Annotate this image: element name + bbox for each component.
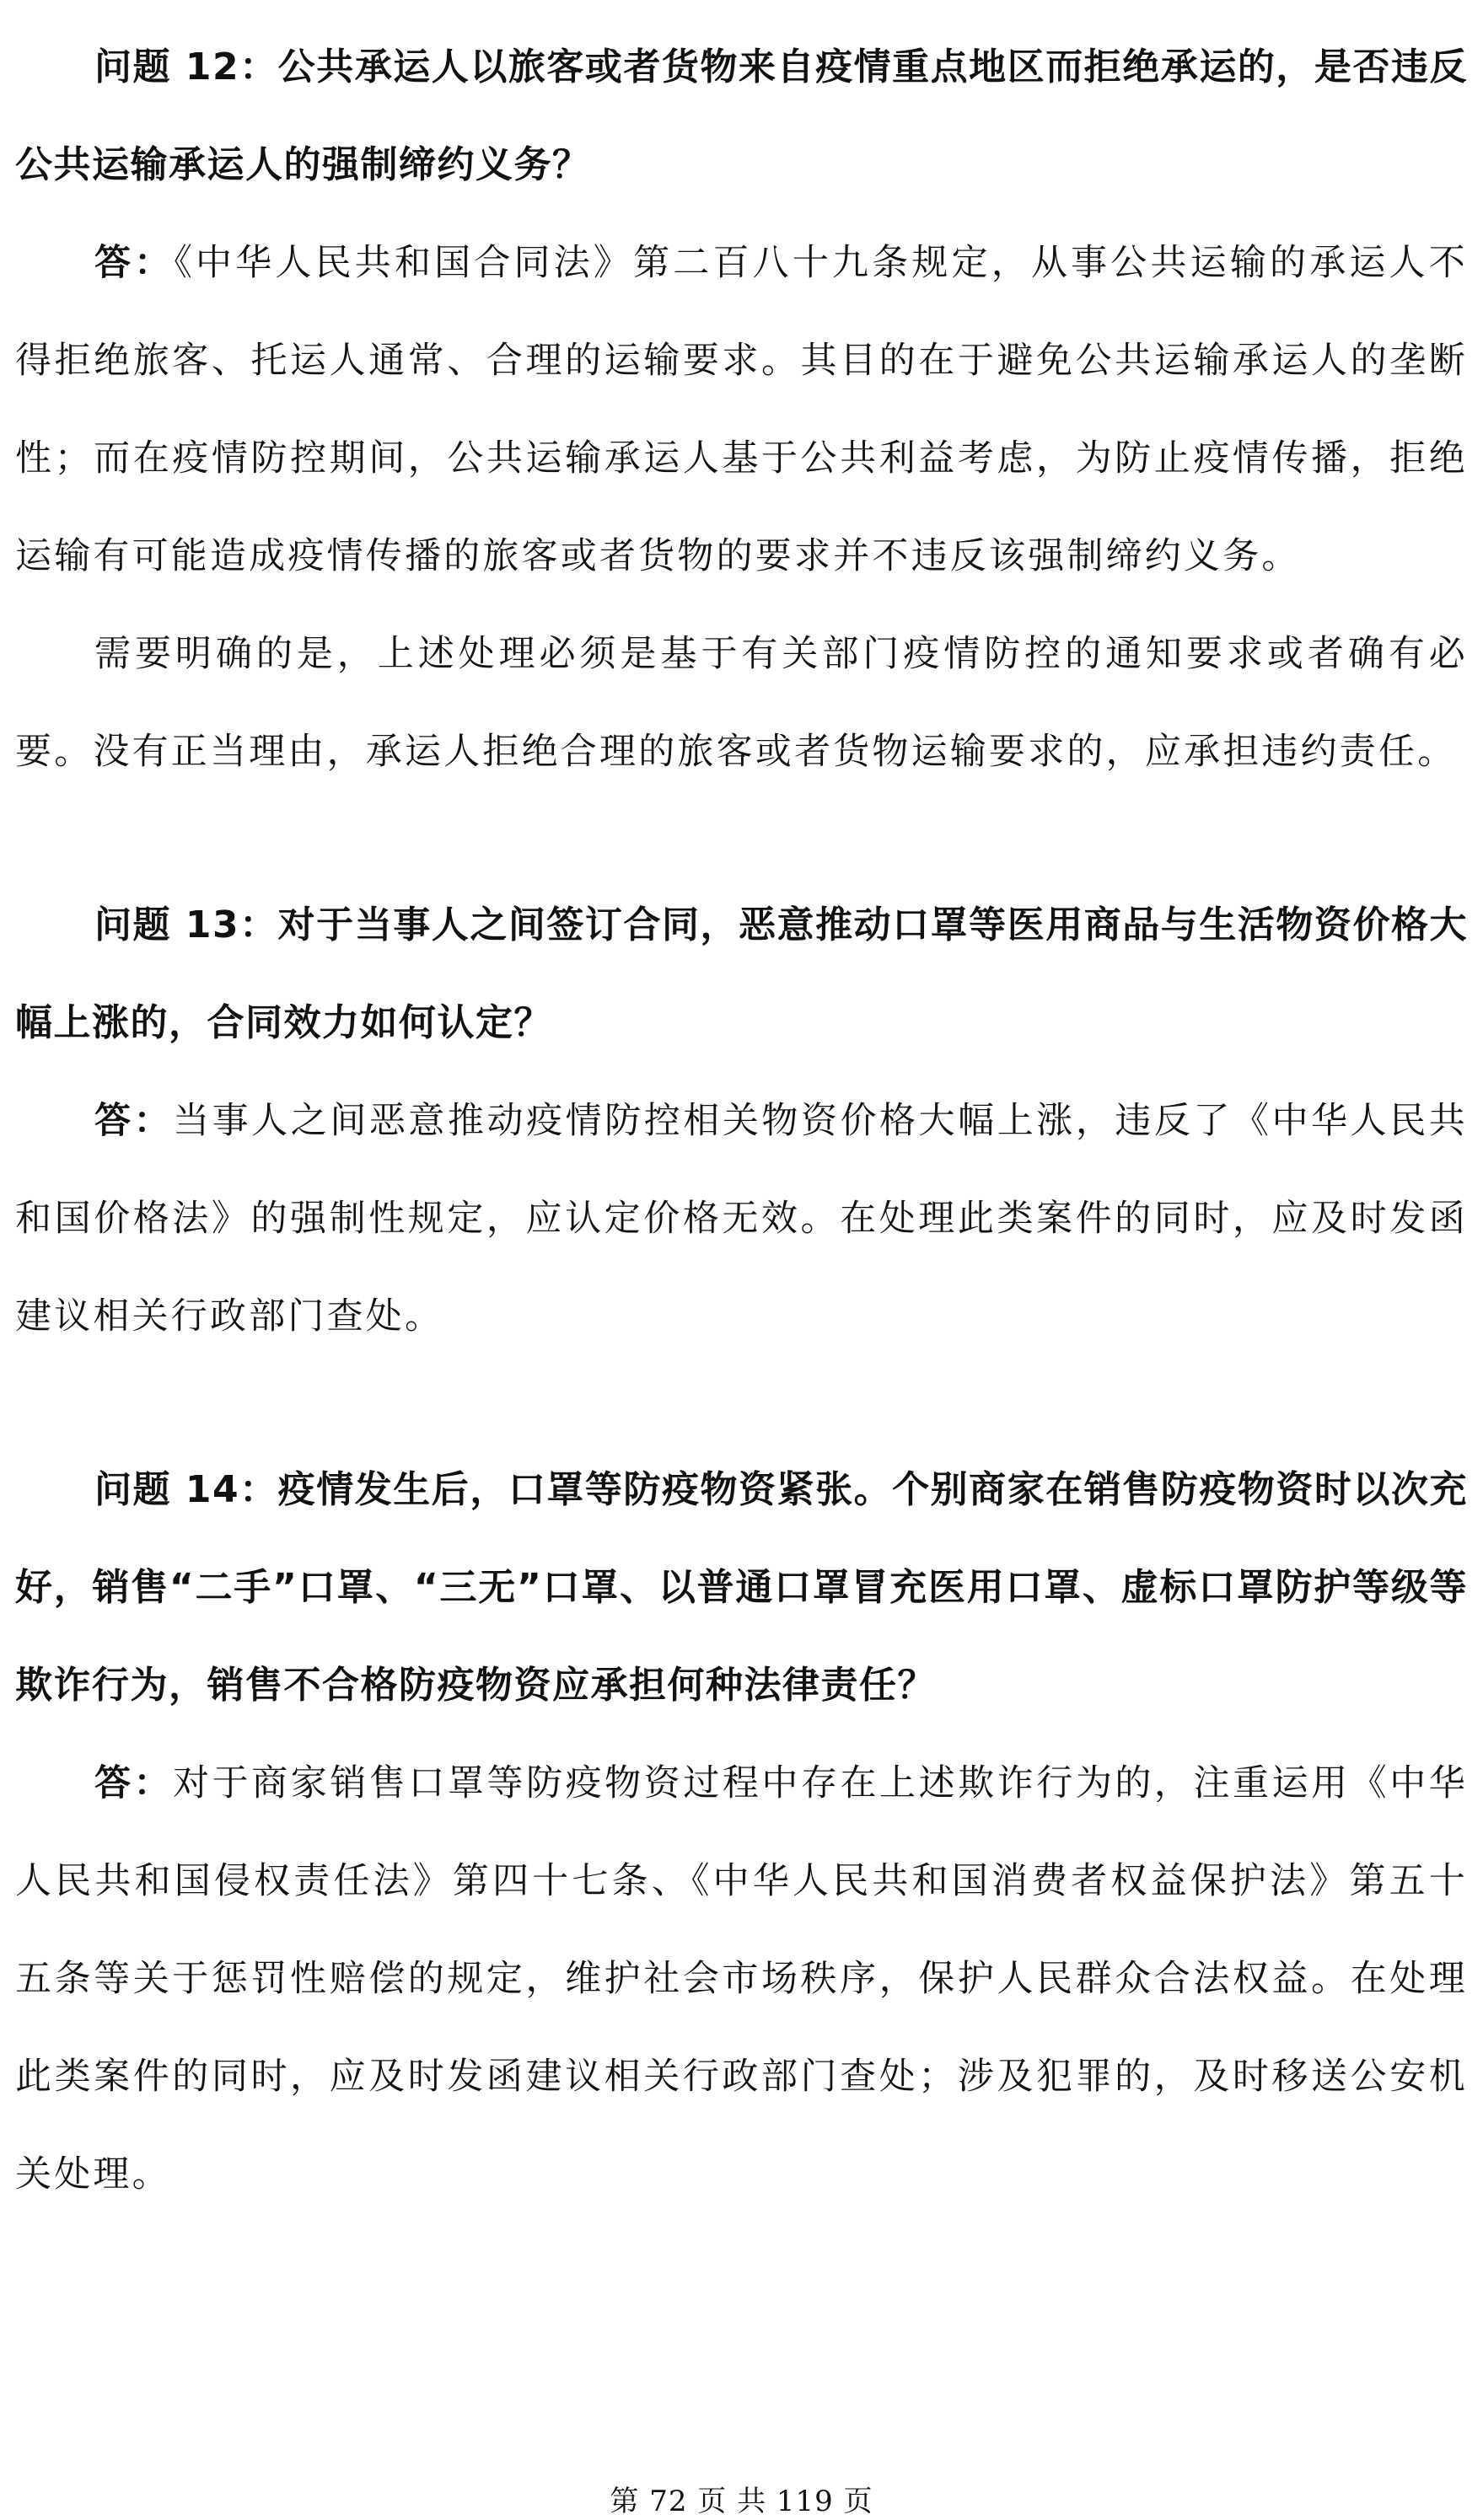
page-footer: 第 72 页 共 119 页 (610, 2485, 873, 2518)
answer-label: 答： (94, 1100, 174, 1142)
answer-paragraph (15, 1072, 1468, 1365)
answer-text: 《中华人民共和国合同法》第二百八十九条规定，从事公共运输的承运人不得拒绝旅客、托运人通常、合理的运输要求。其目的在于避免公共运输承运人的垄断性；而在疫情防控期间，公共运输承运人基于公共利益考虑，为防止疫情传播，拒绝运输有可能造成疫情传播的旅客或者货物的要求并不违反该强制缔约义务。 (15, 242, 1468, 577)
answer-label: 答： (94, 1762, 174, 1804)
answer-paragraph (15, 214, 1468, 605)
question-heading: 问题 12：公共承运人以旅客或者货物来自疫情重点地区而拒绝承运的，是否违反公共运输承运人的强制缔约义务？ (15, 46, 1468, 186)
question-heading: 问题 14：疫情发生后，口罩等防疫物资紧张。个别商家在销售防疫物资时以次充好，销售“二手”口罩、“三无”口罩、以普通口罩冒充医用口罩、虚标口罩防护等级等欺诈行为，销售不合格防疫物资应承担何种法律责任？ (15, 1468, 1468, 1707)
answer-paragraph: 需要明确的是，上述处理必须是基于有关部门疫情防控的通知要求或者确有必要。没有正当理由，承运人拒绝合理的旅客或者货物运输要求的，应承担违约责任。 (15, 633, 1468, 773)
answer-text: 当事人之间恶意推动疫情防控相关物资价格大幅上涨，违反了《中华人民共和国价格法》的强制性规定，应认定价格无效。在处理此类案件的同时，应及时发函建议相关行政部门查处。 (15, 1100, 1468, 1338)
answer-text: 对于商家销售口罩等防疫物资过程中存在上述欺诈行为的，注重运用《中华人民共和国侵权责任法》第四十七条、《中华人民共和国消费者权益保护法》第五十五条等关于惩罚性赔偿的规定，维护社会市场秩序，保护人民群众合法权益。在处理此类案件的同时，应及时发函建议相关行政部门查处；涉及犯罪的，及时移送公安机关处理。 (15, 1762, 1468, 2196)
qa-section-13 (15, 877, 1468, 1365)
section-spacer (15, 1365, 1468, 1441)
question-heading: 问题 13：对于当事人之间签订合同，恶意推动口罩等医用商品与生活物资价格大幅上涨的，合同效力如何认定？ (15, 903, 1468, 1044)
section-spacer (15, 801, 1468, 877)
qa-section-12 (15, 19, 1468, 801)
qa-section-14 (15, 1441, 1468, 2223)
answer-paragraph (15, 1735, 1468, 2223)
answer-label: 答： (94, 242, 175, 284)
